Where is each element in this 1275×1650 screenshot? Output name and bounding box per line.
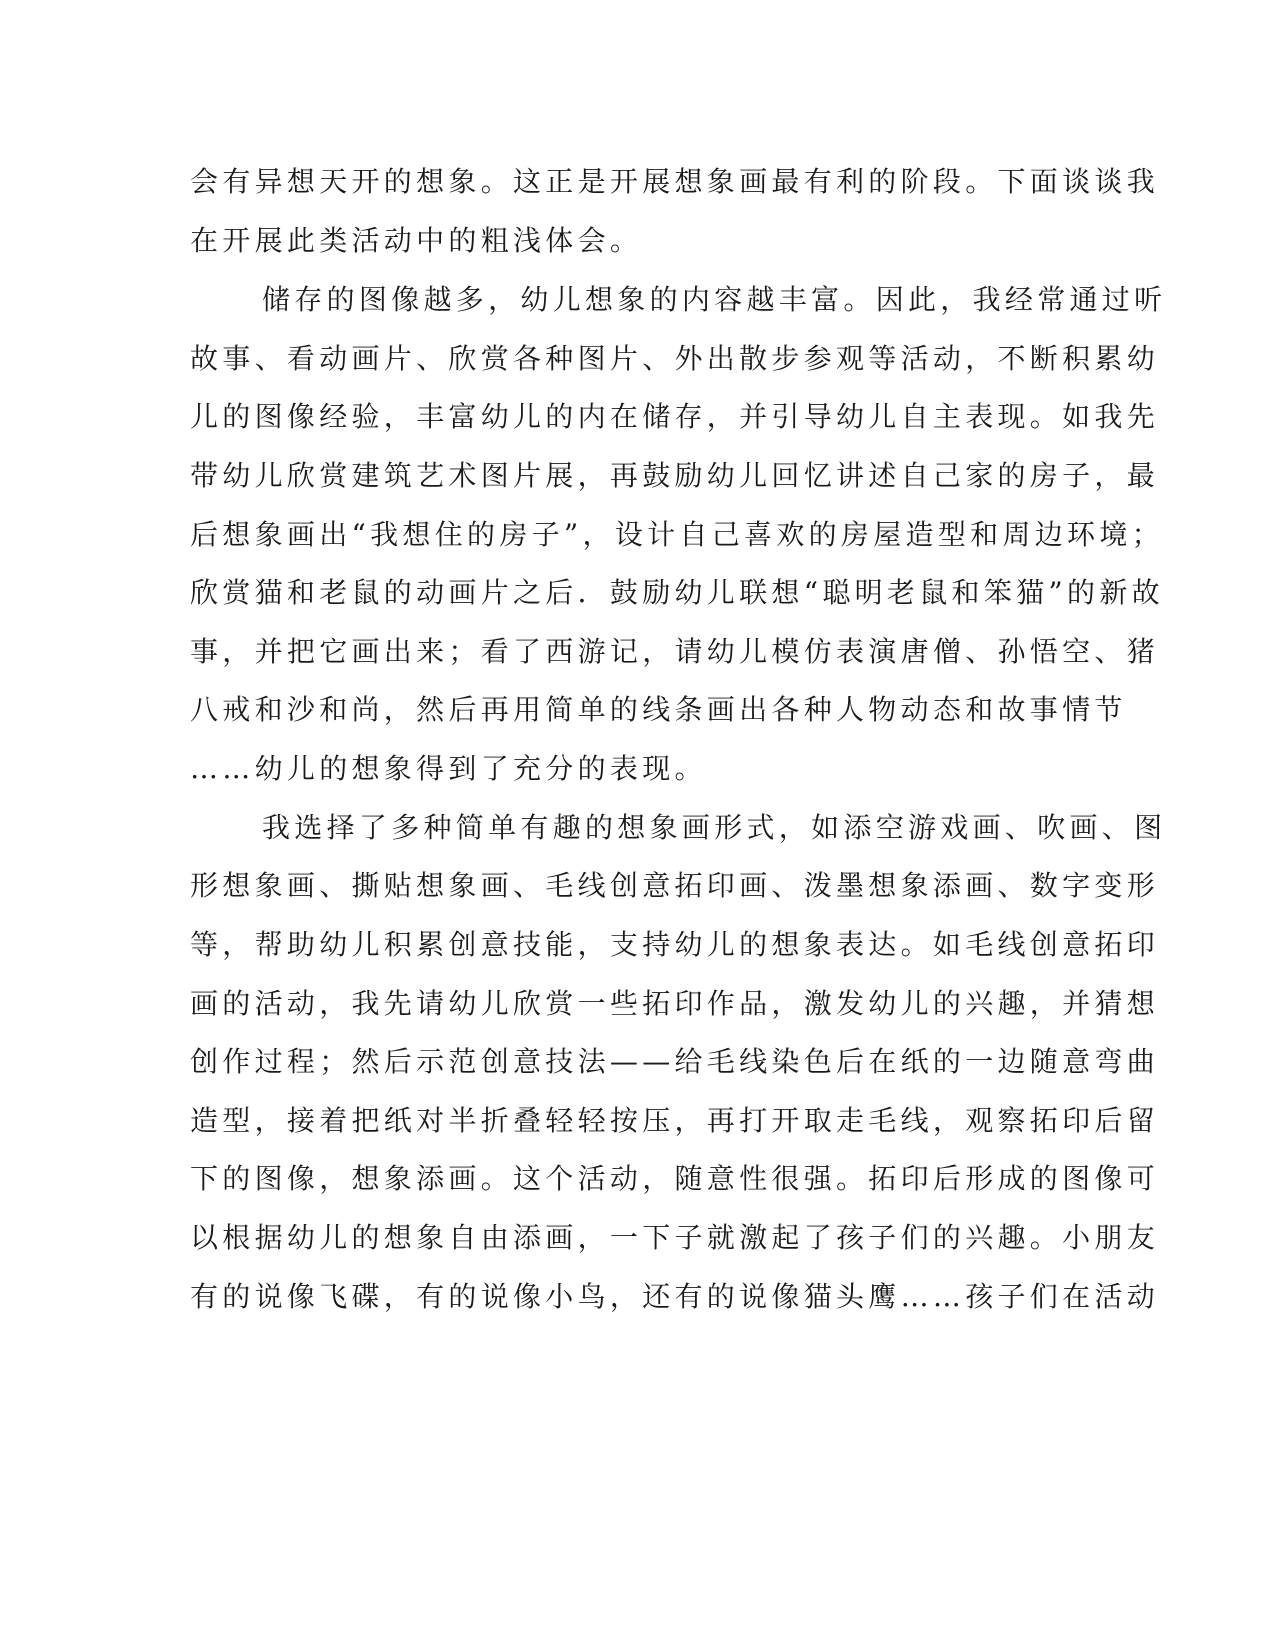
text-line: 在开展此类活动中的粗浅体会。: [190, 224, 643, 257]
text-line: 带幼儿欣赏建筑艺术图片展，再鼓励幼儿回忆讲述自己家的房子，最: [190, 459, 1160, 492]
text-line: 欣赏猫和老鼠的动画片之后．鼓励幼儿联想“聪明老鼠和笨猫”的新故: [190, 576, 1164, 609]
text-line: ……幼儿的想象得到了充分的表现。: [190, 752, 707, 785]
text-line: 储存的图像越多，幼儿想象的内容越丰富。因此，我经常通过听: [262, 283, 1167, 316]
text-line: 创作过程；然后示范创意技法——给毛线染色后在纸的一边随意弯曲: [190, 1045, 1160, 1078]
text-line: 事，并把它画出来；看了西游记，请幼儿模仿表演唐僧、孙悟空、猪: [190, 635, 1160, 668]
text-line: 故事、看动画片、欣赏各种图片、外出散步参观等活动，不断积累幼: [190, 342, 1160, 375]
text-line: 以根据幼儿的想象自由添画，一下子就激起了孩子们的兴趣。小朋友: [190, 1221, 1160, 1254]
text-line: 造型，接着把纸对半折叠轻轻按压，再打开取走毛线，观察拓印后留: [190, 1104, 1160, 1137]
text-line: 后想象画出“我想住的房子”，设计自己喜欢的房屋造型和周边环境；: [190, 518, 1164, 551]
text-line: 形想象画、撕贴想象画、毛线创意拓印画、泼墨想象添画、数字变形: [190, 869, 1160, 902]
text-line: 八戒和沙和尚，然后再用简单的线条画出各种人物动态和故事情节: [190, 693, 1127, 726]
text-line: 会有异想天开的想象。这正是开展想象画最有利的阶段。下面谈谈我: [190, 165, 1160, 198]
text-line: 有的说像飞碟，有的说像小鸟，还有的说像猫头鹰……孩子们在活动: [190, 1280, 1160, 1313]
text-line: 等，帮助幼儿积累创意技能，支持幼儿的想象表达。如毛线创意拓印: [190, 928, 1160, 961]
text-line: 儿的图像经验，丰富幼儿的内在储存，并引导幼儿自主表现。如我先: [190, 400, 1160, 433]
text-line: 画的活动，我先请幼儿欣赏一些拓印作品，激发幼儿的兴趣，并猜想: [190, 987, 1160, 1020]
text-line: 下的图像，想象添画。这个活动，随意性很强。拓印后形成的图像可: [190, 1162, 1160, 1195]
text-line: 我选择了多种简单有趣的想象画形式，如添空游戏画、吹画、图: [262, 811, 1167, 844]
